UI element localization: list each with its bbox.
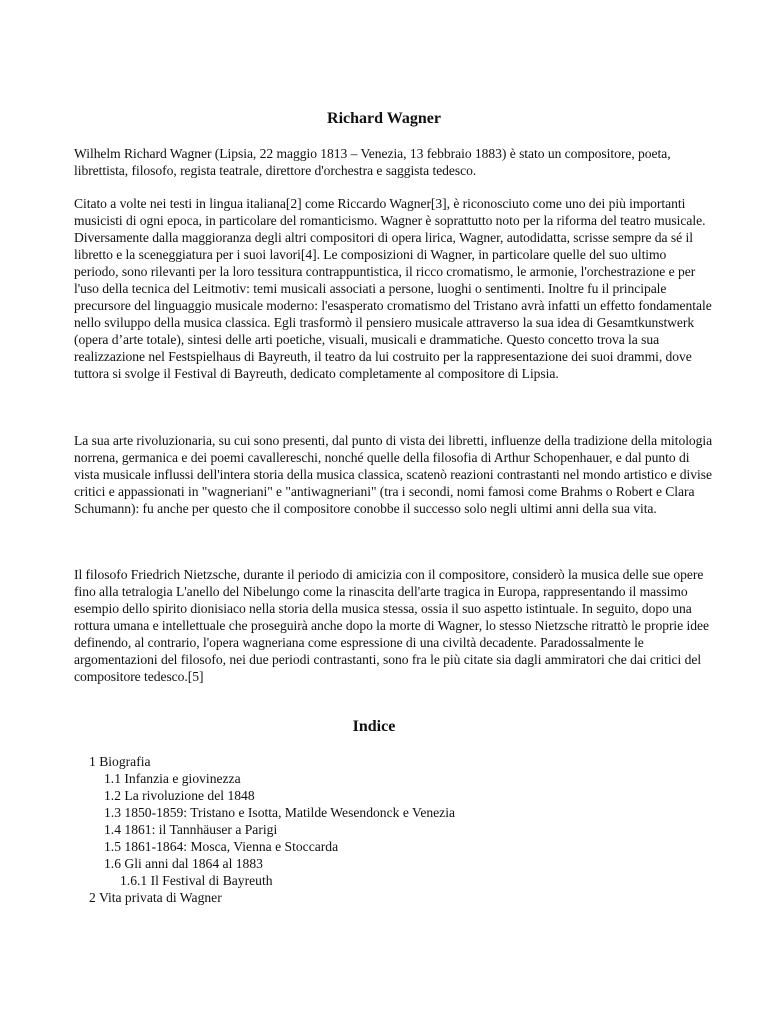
toc-item[interactable]: 2 Vita privata di Wagner (89, 890, 222, 905)
table-of-contents (89, 753, 455, 906)
paragraph-art: La sua arte rivoluzionaria, su cui sono presenti, dal punto di vista dei libretti, influenze della tradizione della mitologia norrena, germanica e dei poemi cavallereschi, nonché quelle della filosofia di Arthur Schopenhauer, e dal punto di vista musicale influssi dell'intera storia della musica classica, scatenò reazioni contrastanti nel mondo artistico e divise critici e appassionati in "wagneriani" e "antiwagneriani" (tra i secondi, nomi famosi come Brahms o Robert e Clara Schumann): fu anche per questo che il compositore conobbe il successo solo negli ultimi anni della sua vita. (74, 433, 713, 516)
toc-item[interactable]: 1 Biografia (89, 754, 151, 769)
toc-item[interactable]: 1.5 1861-1864: Mosca, Vienna e Stoccarda (104, 839, 339, 854)
paragraph-importance: Citato a volte nei testi in lingua italiana[2] come Riccardo Wagner[3], è riconosciuto come uno dei più importanti musicisti di ogni epoca, in particolare del romanticismo. Wagner è soprattutto noto per la riforma del teatro musicale. Diversamente dalla maggioranza degli altri compositori di opera lirica, Wagner, autodidatta, scrisse sempre da sé il libretto e la sceneggiatura per i suoi lavori[4]. Le composizioni di Wagner, in particolare quelle del suo ultimo periodo, sono rilevanti per la loro tessitura contrappuntistica, il ricco cromatismo, le armonie, l'orchestrazione e per l'uso della tecnica del Leitmotiv: temi musicali associati a persone, luoghi o sentimenti. Inoltre fu il principale precursore del linguaggio musicale moderno: l'esasperato cromatismo del Tristano avrà infatti un effetto fondamentale nello sviluppo della musica classica. Egli trasformò il pensiero musicale attraverso la sua idea di Gesamtkunstwerk (opera d’arte totale), sintesi delle arti poetiche, visuali, musicali e drammatiche. Questo concetto trova la sua realizzazione nel Festspielhaus di Bayreuth, il teatro da lui costruito per la rappresentazione dei suoi drammi, dove tuttora si svolge il Festival di Bayreuth, dedicato completamente al compositore di Lipsia. (74, 196, 712, 381)
index-heading: Indice (352, 718, 396, 735)
toc-item[interactable]: 1.6 Gli anni dal 1864 al 1883 (104, 856, 263, 871)
paragraph-intro: Wilhelm Richard Wagner (Lipsia, 22 maggio 1813 – Venezia, 13 febbraio 1883) è stato un compositore, poeta, librettista, filosofo, regista teatrale, direttore d'orchestra e saggista tedesco. (74, 146, 671, 178)
page-title: Richard Wagner (327, 110, 441, 127)
toc-item[interactable]: 1.6.1 Il Festival di Bayreuth (120, 873, 273, 888)
toc-item[interactable]: 1.1 Infanzia e giovinezza (104, 771, 241, 786)
toc-item[interactable]: 1.2 La rivoluzione del 1848 (104, 788, 255, 803)
toc-item[interactable]: 1.4 1861: il Tannhäuser a Parigi (104, 822, 278, 837)
paragraph-nietzsche: Il filosofo Friedrich Nietzsche, durante il periodo di amicizia con il compositore, considerò la musica delle sue opere fino alla tetralogia L'anello del Nibelungo come la rinascita dell'arte tragica in Europa, rappresentando il massimo esempio dello spirito dionisiaco nella storia della musica stessa, ossia il suo aspetto istintuale. In seguito, dopo una rottura umana e intellettuale che proseguirà anche dopo la morte di Wagner, lo stesso Nietzsche ritrattò le proprie idee definendo, al contrario, l'opera wagneriana come espressione di una civiltà decadente. Paradossalmente le argomentazioni del filosofo, nei due periodi contrastanti, sono fra le più citate sia dagli ammiratori che dai critici del compositore tedesco.[5] (74, 567, 709, 684)
toc-item[interactable]: 1.3 1850-1859: Tristano e Isotta, Matilde Wesendonck e Venezia (104, 805, 456, 820)
